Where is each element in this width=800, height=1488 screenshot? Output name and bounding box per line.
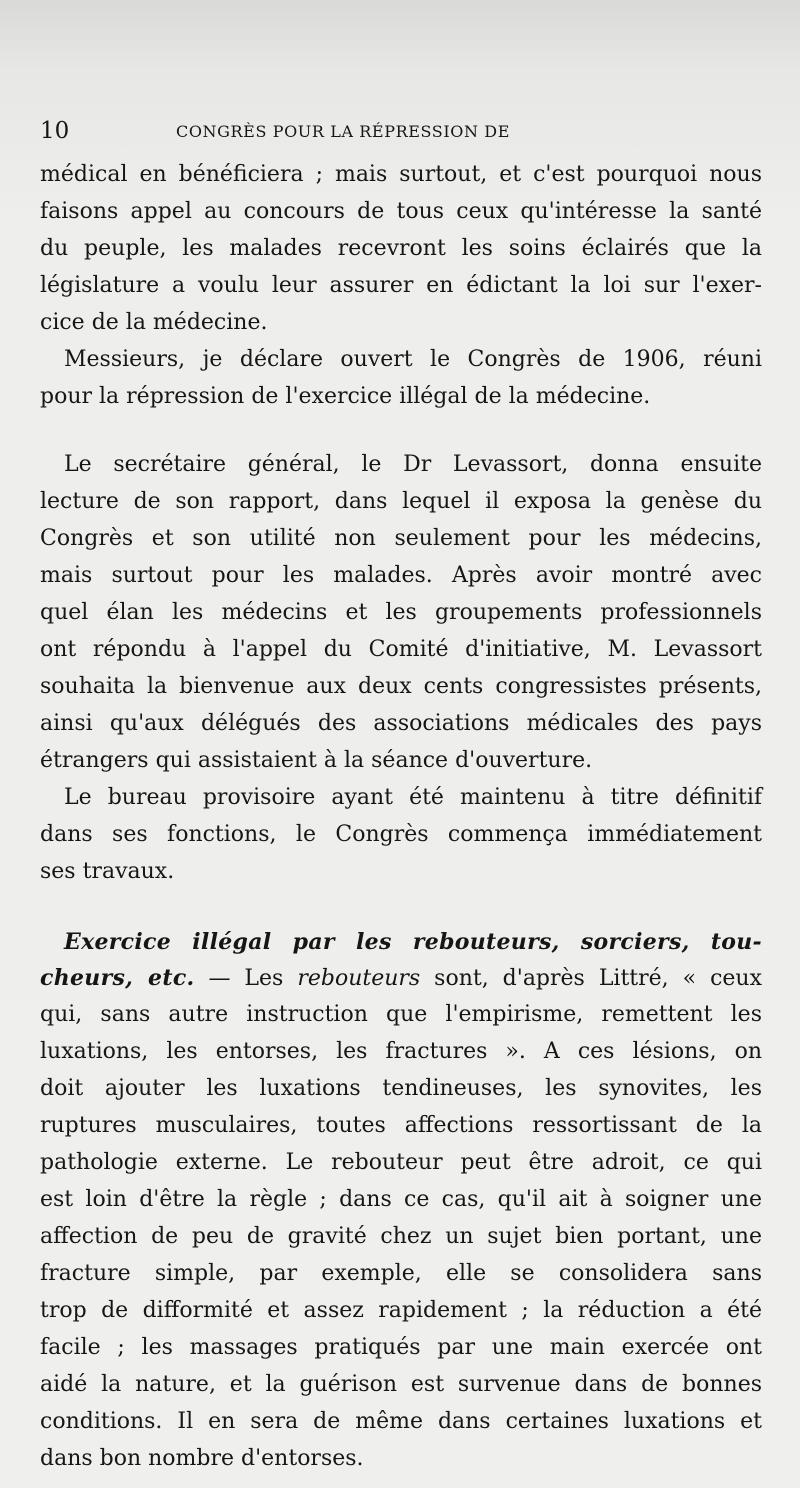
text-line: trop de difformité et assez rapidement ; la réduction a été <box>40 1298 762 1323</box>
text-line: faisons appel au concours de tous ceux qu'intéresse la santé <box>40 199 762 224</box>
text-line: Le secrétaire général, le Dr Levassort, donna ensuite <box>64 452 762 477</box>
text-line: ruptures musculaires, toutes affections ressortissant de la <box>40 1113 762 1138</box>
text-line: dans ses fonctions, le Congrès commença immédiatement <box>40 822 762 847</box>
text-line: mais surtout pour les malades. Après avoir montré avec <box>40 563 762 588</box>
text-line: étrangers qui assistaient à la séance d'ouverture. <box>40 748 593 773</box>
text-line: pathologie externe. Le rebouteur peut être adroit, ce qui <box>40 1150 762 1175</box>
text-line <box>40 960 762 996</box>
text-line: pour la répression de l'exercice illégal de la médecine. <box>40 384 651 409</box>
text-fragment: — Les <box>194 966 298 991</box>
text-fragment: sont, d'après Littré, « ceux <box>420 966 762 991</box>
text-line: affection de peu de gravité chez un sujet bien portant, une <box>40 1224 762 1249</box>
text-line: doit ajouter les luxations tendineuses, les synovites, les <box>40 1076 762 1101</box>
text-line: Messieurs, je déclare ouvert le Congrès de 1906, réuni <box>64 347 762 372</box>
section-heading: Exercice illégal par les rebouteurs, sorciers, tou- <box>64 929 762 955</box>
text-line: souhaita la bienvenue aux deux cents congressistes présents, <box>40 674 762 699</box>
page-number: 10 <box>40 118 70 144</box>
running-title: CONGRÈS POUR LA RÉPRESSION DE <box>176 122 510 141</box>
text-line: qui, sans autre instruction que l'empirisme, remettent les <box>40 1002 762 1027</box>
text-line: Congrès et son utilité non seulement pour les médecins, <box>40 526 762 551</box>
text-line: ainsi qu'aux délégués des associations médicales des pays <box>40 711 762 736</box>
text-line: dans bon nombre d'entorses. <box>40 1446 364 1471</box>
text-line: lecture de son rapport, dans lequel il exposa la genèse du <box>40 489 762 514</box>
text-line: législature a voulu leur assurer en édictant la loi sur l'exer- <box>40 273 762 298</box>
text-line: conditions. Il en sera de même dans certaines luxations et <box>40 1409 762 1434</box>
text-line: Le bureau provisoire ayant été maintenu à titre définitif <box>64 785 762 810</box>
italic-term: rebouteurs <box>297 966 421 991</box>
text-line: médical en bénéficiera ; mais surtout, et c'est pourquoi nous <box>40 162 762 187</box>
text-line: du peuple, les malades recevront les soins éclairés que la <box>40 236 762 261</box>
text-line: luxations, les entorses, les fractures ». A ces lésions, on <box>40 1039 762 1064</box>
text-line: fracture simple, par exemple, elle se consolidera sans <box>40 1261 762 1286</box>
text-line: ses travaux. <box>40 859 175 884</box>
section-heading-continued: cheurs, etc. <box>40 965 195 991</box>
text-line: cice de la médecine. <box>40 310 268 335</box>
text-line: facile ; les massages pratiqués par une main exercée ont <box>40 1335 762 1360</box>
page-header <box>40 116 760 146</box>
text-line: est loin d'être la règle ; dans ce cas, qu'il ait à soigner une <box>40 1187 762 1212</box>
text-line: aidé la nature, et la guérison est survenue dans de bonnes <box>40 1372 762 1397</box>
text-line: ont répondu à l'appel du Comité d'initiative, M. Levassort <box>40 637 762 662</box>
text-line: quel élan les médecins et les groupements professionnels <box>40 600 762 625</box>
